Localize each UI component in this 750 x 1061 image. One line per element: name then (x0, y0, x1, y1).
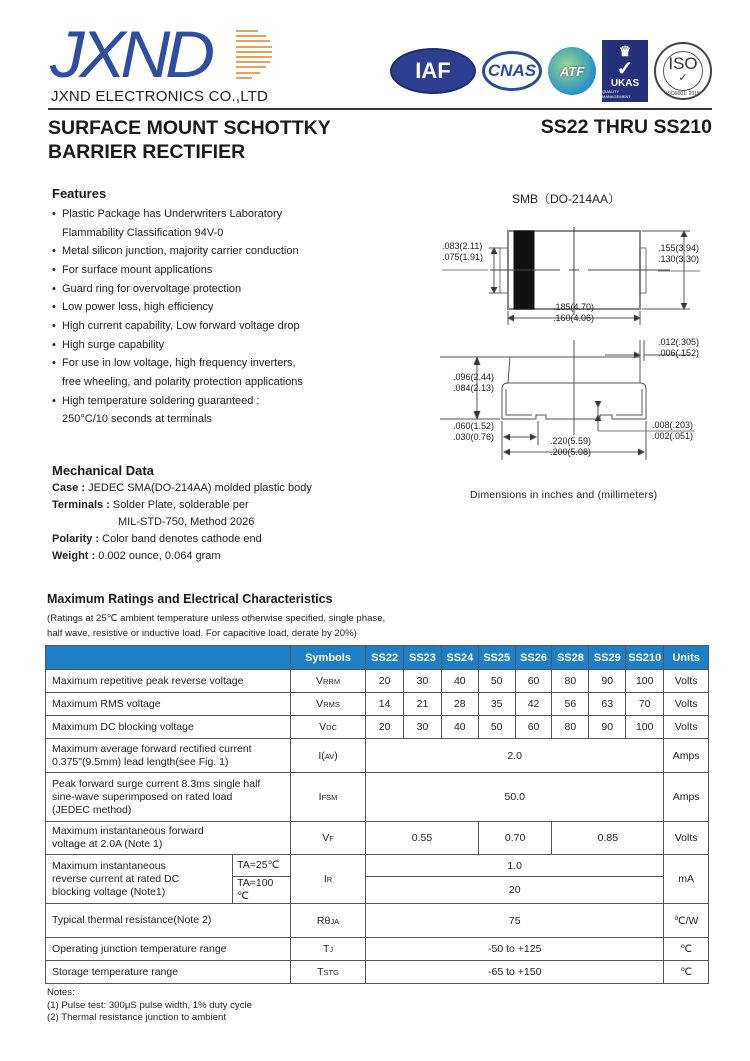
company-name: JXND ELECTRONICS CO.,LTD (51, 88, 269, 105)
ratings-table (45, 645, 709, 984)
header-divider (48, 108, 712, 110)
dim-overall-length: .220(5.59) .200(5.08) (550, 436, 592, 457)
table-row-vrms: Maximum RMS voltage VRMS 14 21 28 35 42 56 63 70 Volts (46, 693, 709, 716)
weight-row: Weight : 0.002 ounce, 0.064 gram (52, 550, 221, 562)
note-2: (2) Thermal resistance junction to ambient (47, 1012, 226, 1023)
certification-logos (390, 38, 715, 104)
dim-body-length: .185(4.70) .160(4.06) (553, 302, 595, 323)
part-number-range: SS22 THRU SS210 (540, 116, 712, 138)
feature-item: • High current capability, Low forward voltage drop (52, 319, 352, 335)
feature-item: • Metal silicon junction, majority carrier conduction (52, 244, 352, 260)
notes-section (47, 987, 252, 1025)
table-row-ir-25: Maximum instantaneous reverse current at rated DC blocking voltage (Note1) TA=25℃ IR 1.0 mA (46, 855, 709, 877)
feature-item: • High temperature soldering guaranteed : 250°C/10 seconds at terminals (52, 394, 352, 428)
crown-icon: ♛ (618, 43, 632, 59)
mechanical-data-section (52, 463, 372, 565)
table-row-tstg: Storage temperature range TSTG -65 to +150 ℃ (46, 961, 709, 984)
logo-stripes-icon (236, 30, 272, 84)
part-header: SS28 (552, 646, 589, 670)
features-list (52, 207, 352, 428)
dim-lead-width: .083(2.11) .075(1.91) (442, 241, 484, 262)
part-header: SS26 (515, 646, 552, 670)
iaf-logo-icon (390, 48, 476, 94)
table-header-row (46, 646, 709, 670)
ukas-label: UKAS (610, 78, 640, 89)
part-header: SS210 (626, 646, 664, 670)
features-section (52, 186, 352, 431)
document-title (48, 116, 331, 164)
part-header: SS22 (366, 646, 404, 670)
terminals-row-2: MIL-STD-750, Method 2026 (118, 516, 255, 528)
table-row-ifsm: Peak forward surge current 8.3ms single half sine-wave superimposed on rated load (JEDEC method) IFSM 50.0 Amps (46, 773, 709, 822)
iaf-label: IAF (415, 58, 451, 83)
logo-text: JXND (50, 17, 210, 91)
feature-item: • Plastic Package has Underwriters Laboratory Flammability Classification 94V-0 (52, 207, 352, 241)
polarity-row: Polarity : Color band denotes cathode end (52, 533, 262, 545)
table-row-vdc: Maximum DC blocking voltage VDC 20 30 40 50 60 80 90 100 Volts (46, 716, 709, 739)
dim-standoff: .008(.203) .002(.051) (652, 420, 694, 441)
ratings-heading: Maximum Ratings and Electrical Characteristics (47, 592, 333, 606)
iso-caption: ISO9001: 2015 (666, 91, 700, 97)
note-1: (1) Pulse test: 300μS pulse width, 1% duty cycle (47, 999, 252, 1011)
ratings-conditions: (Ratings at 25℃ ambient temperature unless otherwise specified, single phase, half wave, resistive or inductive load. For capacitive load, derate by 20%) (47, 613, 386, 639)
feature-item: • For surface mount applications (52, 263, 352, 279)
table-row-iav: Maximum average forward rectified current 0.375"(9.5mm) lead length(see Fig. 1) I(AV) 2.0 Amps (46, 739, 709, 773)
ukas-caption: QUALITY MANAGEMENT (602, 89, 631, 99)
atf-globe-logo-icon (548, 47, 596, 95)
checkmark-icon: ✓ (616, 58, 634, 80)
part-header: SS23 (404, 646, 442, 670)
dim-lead-length: .060(1.52) .030(0.76) (453, 421, 495, 442)
table-row-rth: Typical thermal resistance(Note 2) RθJA 75 ℃/W (46, 904, 709, 938)
table-row-tj: Operating junction temperature range TJ -50 to +125 ℃ (46, 938, 709, 961)
part-header: SS29 (589, 646, 626, 670)
iso-logo-icon (654, 42, 712, 100)
dim-body-height: .096(2.44) .084(2.13) (453, 372, 495, 393)
mechanical-heading: Mechanical Data (52, 463, 154, 478)
parameter-header (46, 646, 291, 670)
table-row-vf: Maximum instantaneous forward voltage at 2.0A (Note 1) VF 0.55 0.70 0.85 Volts (46, 822, 709, 855)
atf-label: ATF (559, 63, 585, 79)
part-header: SS24 (441, 646, 478, 670)
dim-body-width: .155(3.94) .130(3.30) (658, 243, 700, 264)
cnas-label: CNAS (487, 61, 537, 80)
dimensions-note: Dimensions in inches and (millimeters) (470, 489, 658, 501)
package-label: SMB（DO-214AA） (512, 192, 621, 206)
cnas-logo-icon (482, 51, 542, 91)
notes-heading: Notes: (47, 987, 75, 998)
terminals-row: Terminals : Solder Plate, solderable per (52, 499, 249, 511)
dim-lead-thickness: .012(.305) .006(.152) (658, 337, 700, 358)
ukas-logo-icon (602, 40, 648, 102)
symbols-header: Symbols (290, 646, 365, 670)
checkmark-icon: ✓ (678, 72, 688, 84)
table-row-ir-100: TA=100 ℃ 20 (46, 877, 709, 904)
table-row-vrrm: Maximum repetitive peak reverse voltage VRRM 20 30 40 50 60 80 90 100 Volts (46, 670, 709, 693)
title-line-1: SURFACE MOUNT SCHOTTKY (48, 117, 331, 139)
units-header: Units (664, 646, 709, 670)
feature-item: • High surge capability (52, 338, 352, 354)
feature-item: • Low power loss, high efficiency (52, 300, 352, 316)
feature-item: • Guard ring for overvoltage protection (52, 282, 352, 298)
case-row: Case : JEDEC SMA(DO-214AA) molded plastic body (52, 482, 312, 494)
iso-label: ISO (668, 54, 698, 73)
part-header: SS25 (478, 646, 515, 670)
title-line-2: BARRIER RECTIFIER (48, 141, 246, 163)
feature-item: • For use in low voltage, high frequency inverters, free wheeling, and polarity protection applications (52, 356, 352, 390)
features-heading: Features (52, 186, 107, 201)
